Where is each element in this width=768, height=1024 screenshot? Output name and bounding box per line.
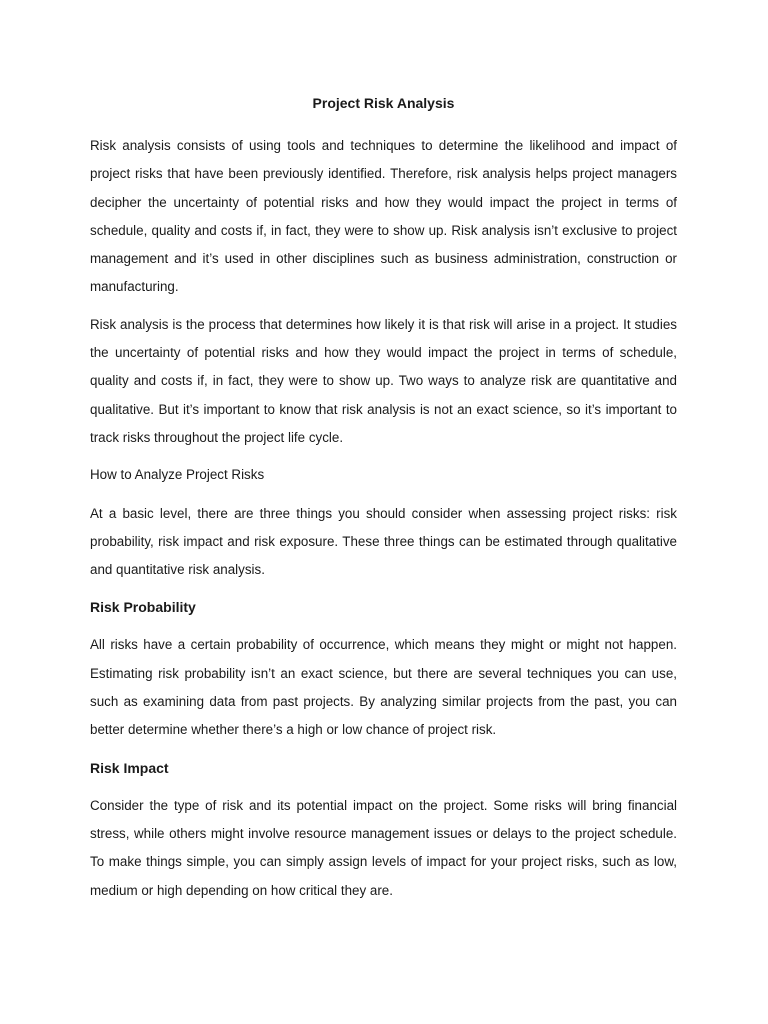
paragraph-process: Risk analysis is the process that determines how likely it is that risk will arise in a project. It studies the uncertainty of potential risks and how they would impact the project in terms of schedule, quality and costs if, in fact, they were to show up. Two ways to analyze risk are quantitative and qualitative. But it’s important to know that risk analysis is not an exact science, so it’s important to track risks throughout the project life cycle. [90, 316, 677, 445]
paragraph-intro: Risk analysis consists of using tools and techniques to determine the likelihood and impact of project risks that have been previously identified. Therefore, risk analysis helps project managers decipher the uncertainty of potential risks and how they would impact the project in terms of schedule, quality and costs if, in fact, they were to show up. Risk analysis isn’t exclusive to project management and it’s used in other disciplines such as business administration, construction or manufacturing. [90, 138, 677, 295]
document-title: Project Risk Analysis [312, 95, 455, 111]
paragraph-probability: All risks have a certain probability of occurrence, which means they might or might not happen. Estimating risk probability isn’t an exact science, but there are several techniques you can use, such as examining data from past projects. By analyzing similar projects from the past, you can better determine whether there’s a high or low chance of project risk. [90, 637, 677, 738]
subheading-how-to-analyze: How to Analyze Project Risks [90, 467, 265, 483]
paragraph-impact: Consider the type of risk and its potential impact on the project. Some risks will bring financial stress, while others might involve resource management issues or delays to the project schedule. To make things simple, you can simply assign levels of impact for your project risks, such as low, medium or high depending on how critical they are. [90, 797, 677, 898]
heading-risk-probability: Risk Probability [90, 599, 196, 616]
heading-risk-impact: Risk Impact [90, 759, 169, 776]
paragraph-basic-level: At a basic level, there are three things you should consider when assessing project risks: risk probability, risk impact and risk exposure. These three things can be estimated through qualitative and quantitative risk analysis. [90, 505, 677, 578]
